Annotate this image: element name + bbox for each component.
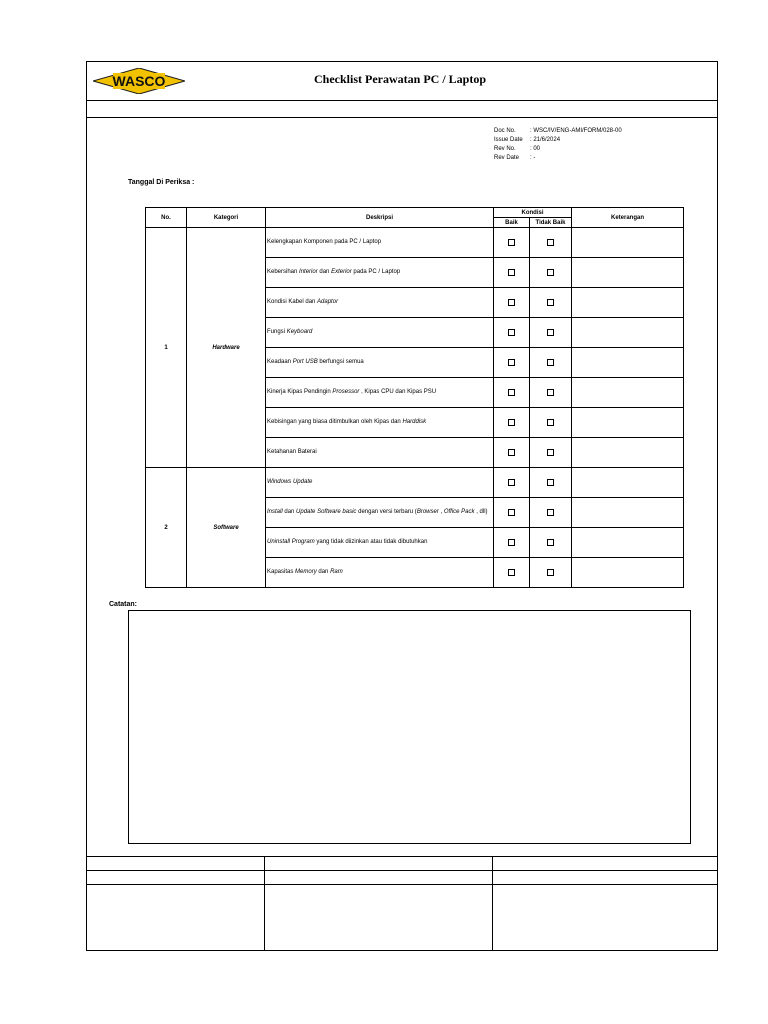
doc-info-row [494, 154, 622, 163]
row-number: 1 [146, 228, 187, 468]
checkbox-baik[interactable] [508, 419, 515, 426]
catatan-label: Catatan: [109, 601, 138, 608]
description-cell: Windows Update [266, 468, 494, 498]
doc-info-row [494, 145, 622, 154]
checkbox-tidak-baik[interactable] [547, 269, 554, 276]
kondisi-tidak-baik-cell [530, 228, 572, 258]
checkbox-tidak-baik[interactable] [547, 539, 554, 546]
description-cell: Kelengkapan Komponen pada PC / Laptop [266, 228, 494, 258]
header-keterangan: Keterangan [572, 208, 684, 228]
header-kategori: Kategori [187, 208, 266, 228]
checkbox-baik[interactable] [508, 299, 515, 306]
doc-info-row [494, 127, 622, 136]
checkbox-baik[interactable] [508, 509, 515, 516]
sig-line-1 [86, 870, 718, 871]
kondisi-tidak-baik-cell [530, 438, 572, 468]
kondisi-baik-cell [494, 468, 530, 498]
kondisi-baik-cell [494, 258, 530, 288]
checkbox-baik[interactable] [508, 269, 515, 276]
kondisi-tidak-baik-cell [530, 528, 572, 558]
description-cell: Fungsi Keyboard [266, 318, 494, 348]
checkbox-baik[interactable] [508, 449, 515, 456]
kondisi-baik-cell [494, 318, 530, 348]
checkbox-tidak-baik[interactable] [547, 569, 554, 576]
sig-divider-2 [492, 856, 493, 951]
keterangan-cell[interactable] [572, 408, 684, 438]
header-tidak-baik: Tidak Baik [530, 218, 572, 228]
description-cell: Kapasitas Memory dan Ram [266, 558, 494, 588]
keterangan-cell[interactable] [572, 258, 684, 288]
checkbox-baik[interactable] [508, 479, 515, 486]
checkbox-tidak-baik[interactable] [547, 419, 554, 426]
doc-info-label: Issue Date [494, 137, 523, 143]
keterangan-cell[interactable] [572, 558, 684, 588]
checkbox-tidak-baik[interactable] [547, 509, 554, 516]
checkbox-tidak-baik[interactable] [547, 329, 554, 336]
header-deskripsi: Deskripsi [266, 208, 494, 228]
checklist-table [145, 207, 684, 588]
kondisi-tidak-baik-cell [530, 408, 572, 438]
checkbox-tidak-baik[interactable] [547, 479, 554, 486]
kondisi-tidak-baik-cell [530, 288, 572, 318]
logo-text: WASCO [112, 73, 166, 89]
kondisi-tidak-baik-cell [530, 558, 572, 588]
kondisi-baik-cell [494, 408, 530, 438]
kondisi-baik-cell [494, 498, 530, 528]
kondisi-tidak-baik-cell [530, 258, 572, 288]
kondisi-tidak-baik-cell [530, 318, 572, 348]
category-cell: Software [187, 468, 266, 588]
doc-info-value: : WSC/IV/ENG-AMI/FORM/028-00 [530, 128, 622, 134]
kondisi-baik-cell [494, 378, 530, 408]
tanggal-label: Tanggal Di Periksa : [128, 179, 195, 186]
doc-info-value: : - [530, 155, 536, 161]
description-cell: Uninstall Program yang tidak diizinkan atau tidak dibutuhkan [266, 528, 494, 558]
keterangan-cell[interactable] [572, 528, 684, 558]
table-row [146, 228, 684, 258]
doc-info-label: Doc No. [494, 128, 516, 134]
sig-top-line [86, 856, 718, 857]
sig-line-2 [86, 884, 718, 885]
checkbox-tidak-baik[interactable] [547, 389, 554, 396]
sig-divider-1 [264, 856, 265, 951]
checkbox-baik[interactable] [508, 539, 515, 546]
description-cell: Kebersihan Interior dan Exterior pada PC / Laptop [266, 258, 494, 288]
checkbox-tidak-baik[interactable] [547, 239, 554, 246]
description-cell: Kondisi Kabel dan Adaptor [266, 288, 494, 318]
keterangan-cell[interactable] [572, 438, 684, 468]
header-divider-2 [86, 117, 718, 118]
category-cell: Hardware [187, 228, 266, 468]
checkbox-baik[interactable] [508, 359, 515, 366]
keterangan-cell[interactable] [572, 228, 684, 258]
checkbox-baik[interactable] [508, 329, 515, 336]
wasco-logo [93, 68, 185, 94]
description-cell: Install dan Update Software basic dengan versi terbaru (Browser , Office Pack , dll) [266, 498, 494, 528]
keterangan-cell[interactable] [572, 348, 684, 378]
table-row [146, 468, 684, 498]
kondisi-baik-cell [494, 528, 530, 558]
header-baik: Baik [494, 218, 530, 228]
description-cell: Ketahanan Baterai [266, 438, 494, 468]
header-no: No. [146, 208, 187, 228]
checkbox-baik[interactable] [508, 569, 515, 576]
header-divider [86, 100, 718, 101]
keterangan-cell[interactable] [572, 288, 684, 318]
keterangan-cell[interactable] [572, 468, 684, 498]
catatan-box[interactable] [128, 610, 691, 844]
doc-info-label: Rev Date [494, 155, 520, 161]
signature-block [86, 856, 718, 951]
keterangan-cell[interactable] [572, 498, 684, 528]
keterangan-cell[interactable] [572, 378, 684, 408]
checkbox-tidak-baik[interactable] [547, 359, 554, 366]
checkbox-tidak-baik[interactable] [547, 449, 554, 456]
doc-info-value: : 21/6/2024 [530, 137, 561, 143]
kondisi-baik-cell [494, 558, 530, 588]
kondisi-tidak-baik-cell [530, 498, 572, 528]
row-number: 2 [146, 468, 187, 588]
description-cell: Kebisingan yang biasa ditimbulkan oleh Kipas dan Harddisk [266, 408, 494, 438]
kondisi-baik-cell [494, 228, 530, 258]
page-title: Checklist Perawatan PC / Laptop [314, 72, 486, 86]
checkbox-tidak-baik[interactable] [547, 299, 554, 306]
kondisi-baik-cell [494, 348, 530, 378]
doc-info-value: : 00 [530, 146, 541, 152]
kondisi-baik-cell [494, 438, 530, 468]
keterangan-cell[interactable] [572, 318, 684, 348]
kondisi-tidak-baik-cell [530, 468, 572, 498]
checkbox-baik[interactable] [508, 389, 515, 396]
description-cell: Kinerja Kipas Pendingin Prosessor , Kipas CPU dan Kipas PSU [266, 378, 494, 408]
doc-info-label: Rev No. [494, 146, 516, 152]
kondisi-baik-cell [494, 288, 530, 318]
description-cell: Keadaan Port USB berfungsi semua [266, 348, 494, 378]
header-kondisi: Kondisi [494, 208, 572, 218]
kondisi-tidak-baik-cell [530, 378, 572, 408]
kondisi-tidak-baik-cell [530, 348, 572, 378]
doc-info [494, 127, 622, 163]
doc-info-row [494, 136, 622, 145]
checkbox-baik[interactable] [508, 239, 515, 246]
